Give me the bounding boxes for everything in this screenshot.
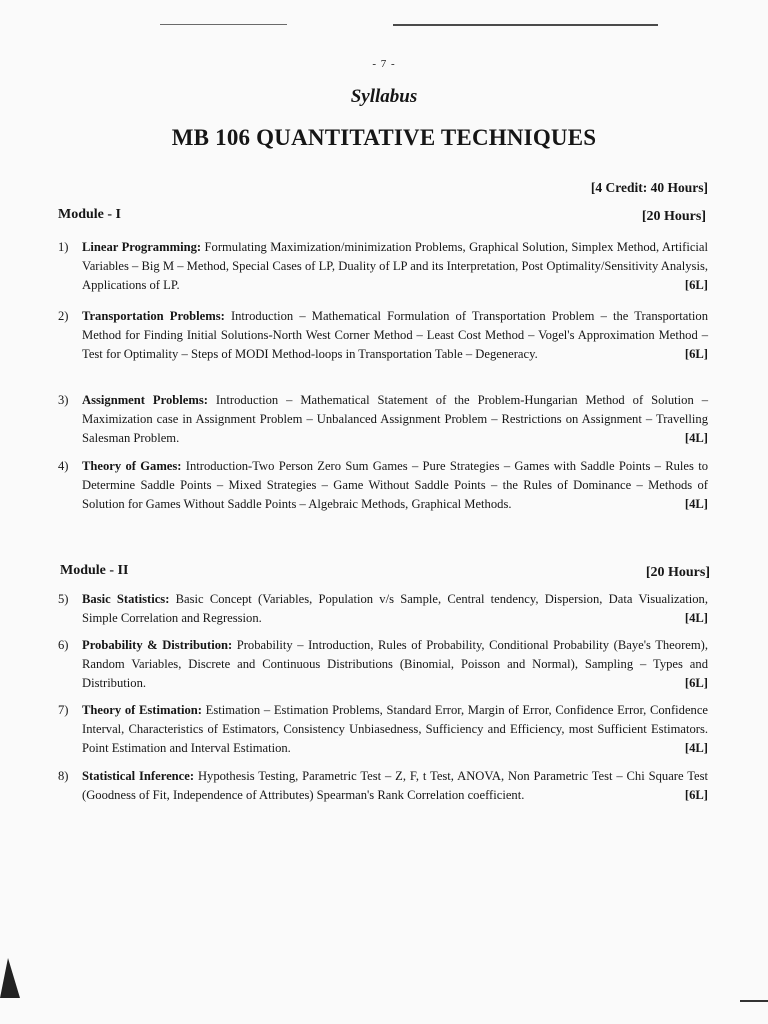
item-title: Linear Programming: <box>82 240 202 254</box>
syllabus-item <box>58 767 708 805</box>
module-title: Module - I <box>58 207 121 222</box>
top-rule-right <box>393 24 658 26</box>
item-hours: [6L] <box>684 278 708 292</box>
item-text: Estimation – Estimation Problems, Standard Error, Margin of Error, Confidence Error, Confidence Interval, Characteristics of Estimators, Consistency Unbiasedness, Sufficiency and Efficiency, most Sufficient Estimators. Point Estimation and Interval Estimation. <box>82 703 709 755</box>
module-1-header <box>58 207 706 223</box>
item-text: Introduction – Mathematical Formulation of Transportation Problem – the Transportation Method for Finding Initial Solutions-North West Corner Method – Least Cost Method – Vogel's Approximation Method – Test for Optimality – Steps of MODI Method-loops in Transportation Table – Degeneracy. <box>82 309 708 361</box>
item-text: Probability – Introduction, Rules of Probability, Conditional Probability (Baye's Theorem), Random Variables, Discrete and Continuous Distributions (Binomial, Poisson and Normal), Sampling – Types and Distribution. <box>82 638 708 690</box>
item-text: Introduction-Two Person Zero Sum Games – Pure Strategies – Games with Saddle Points – Rules to Determine Saddle Points – Mixed Strategies – Game Without Saddle Points – the Rules of Dominance – Methods of Solution for Games Without Saddle Points – Algebraic Methods, Graphical Methods. <box>82 459 708 511</box>
item-text: Hypothesis Testing, Parametric Test – Z, F, t Test, ANOVA, Non Parametric Test – Chi Square Test (Goodness of Fit, Independence of Attributes) Spearman's Rank Correlation coefficient. <box>82 769 709 802</box>
module-hours: [20 Hours] <box>641 209 706 224</box>
syllabus-item <box>58 307 708 364</box>
item-text: Basic Concept (Variables, Population v/s Sample, Central tendency, Dispersion, Data Visualization, Simple Correlation and Regression. <box>82 592 708 625</box>
item-hours: [4L] <box>684 497 708 511</box>
module-hours: [20 Hours] <box>645 565 710 580</box>
item-text: Formulating Maximization/minimization Problems, Graphical Solution, Simplex Method, Artificial Variables – Big M – Method, Special Cases of LP, Duality of LP and its Interpretation, Post Optimality/Sensitivity Analysis, Applications of LP. <box>82 240 709 292</box>
item-number: 2) <box>58 309 69 323</box>
syllabus-item <box>58 457 708 514</box>
item-title: Basic Statistics: <box>82 592 170 606</box>
item-title: Transportation Problems: <box>82 309 225 323</box>
syllabus-item <box>58 636 708 693</box>
item-number: 8) <box>58 769 69 783</box>
top-rule-left <box>160 24 287 25</box>
item-text: Introduction – Mathematical Statement of the Problem-Hungarian Method of Solution – Maximization case in Assignment Problem – Unbalanced Assignment Problem – Restrictions on Assignment – Travelling Salesman Problem. <box>82 393 708 445</box>
item-hours: [6L] <box>684 676 708 690</box>
module-2-header <box>60 563 710 579</box>
item-number: 1) <box>58 240 69 254</box>
item-title: Assignment Problems: <box>82 393 208 407</box>
item-number: 6) <box>58 638 69 652</box>
course-title: MB 106 QUANTITATIVE TECHNIQUES <box>171 125 597 150</box>
syllabus-item <box>58 590 708 628</box>
bottom-rule <box>740 1000 768 1002</box>
item-title: Theory of Estimation: <box>82 703 202 717</box>
syllabus-item <box>58 701 708 758</box>
syllabus-item <box>58 391 708 448</box>
module-title: Module - II <box>60 563 129 578</box>
item-number: 3) <box>58 393 69 407</box>
syllabus-heading: Syllabus <box>350 86 418 107</box>
item-number: 7) <box>58 703 69 717</box>
item-number: 4) <box>58 459 69 473</box>
item-hours: [6L] <box>684 347 708 361</box>
scan-artifact <box>0 958 20 998</box>
item-title: Probability & Distribution: <box>82 638 233 652</box>
item-hours: [4L] <box>684 611 708 625</box>
item-hours: [4L] <box>684 431 708 445</box>
item-hours: [4L] <box>684 741 708 755</box>
item-hours: [6L] <box>684 788 708 802</box>
item-title: Statistical Inference: <box>82 769 195 783</box>
item-number: 5) <box>58 592 69 606</box>
item-title: Theory of Games: <box>82 459 182 473</box>
page-number: - 7 - <box>372 58 396 70</box>
credit-hours: [4 Credit: 40 Hours] <box>590 180 708 195</box>
syllabus-item <box>58 238 708 295</box>
